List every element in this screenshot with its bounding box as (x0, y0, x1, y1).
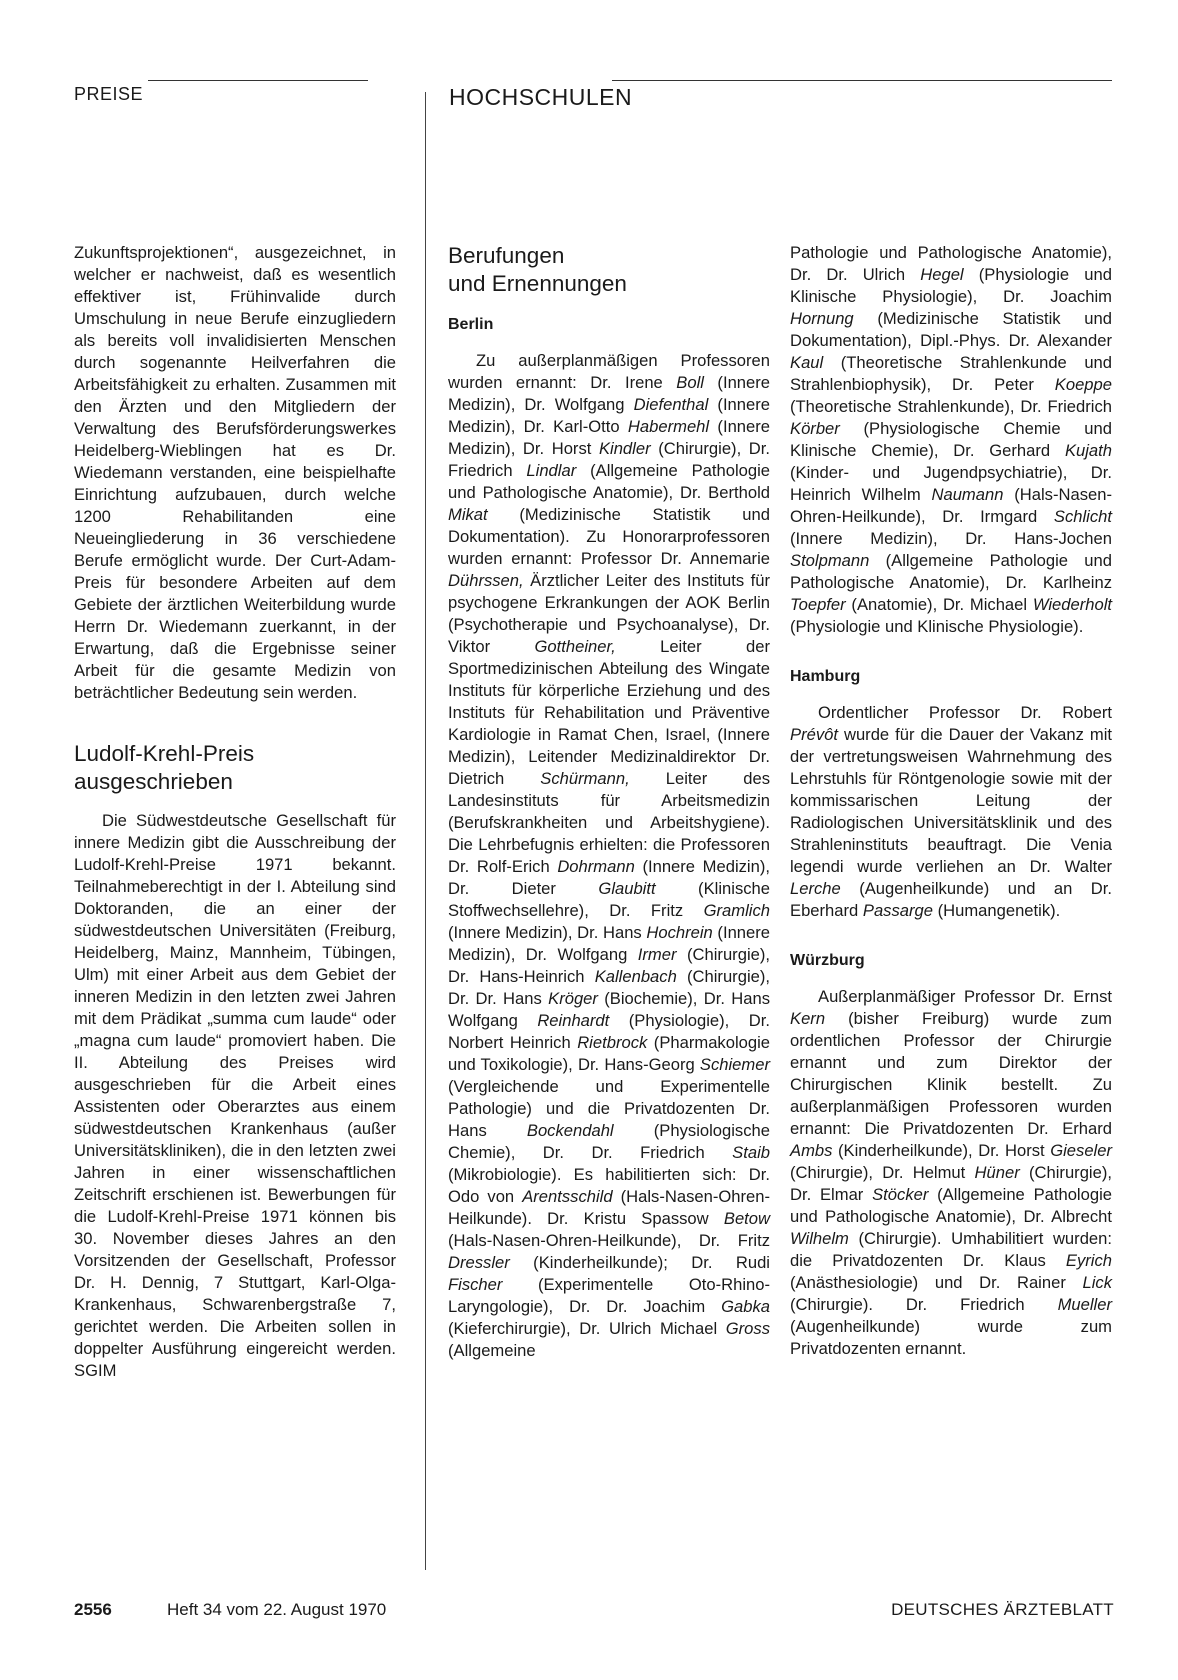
text-run: (Augenheilkunde) und an Dr. Eberhard (790, 879, 1112, 920)
text-run: (Theoretische Strahlenkunde), Dr. Friedrich (790, 397, 1112, 416)
text-run: (Chirurgie), Dr. Hans-Heinrich (448, 945, 770, 986)
berlin-paragraph-continued (790, 242, 1112, 638)
wuerzburg-heading: Würzburg (790, 952, 865, 969)
person-name: Schiemer (699, 1055, 770, 1074)
text-run: Zu außerplanmäßigen Professoren wurden ernannt: Dr. Irene (448, 351, 770, 392)
person-name: Naumann (931, 485, 1004, 504)
column-divider (425, 92, 426, 1570)
person-name: Reinhardt (537, 1011, 610, 1030)
text-run: (Kinderheilkunde), Dr. Horst (832, 1141, 1051, 1160)
person-name: Prévôt (790, 725, 838, 744)
text-run: (Allgemeine Pathologie und Pathologische Anatomie), Dr. Berthold (448, 461, 770, 502)
person-name: Wilhelm (790, 1229, 849, 1248)
person-name: Hornung (790, 309, 854, 328)
text-run: (Theoretische Strahlenkunde und Strahlenbiophysik), Dr. Peter (790, 353, 1112, 394)
text-run: (Physiologische Chemie), Dr. Dr. Friedrich (448, 1121, 770, 1162)
text-run: (Medizinische Statistik und Dokumentation), Dipl.-Phys. Dr. Alexander (790, 309, 1112, 350)
text-run: (Chirurgie). Dr. Friedrich (790, 1295, 1058, 1314)
journal-name: DEUTSCHES ÄRZTEBLATT (891, 1600, 1114, 1619)
issue-date: Heft 34 vom 22. August 1970 (167, 1600, 387, 1619)
person-name: Gross (725, 1319, 770, 1338)
text-run: (Allgemeine Pathologie und Pathologische Anatomie), Dr. Karlheinz (790, 551, 1112, 592)
person-name: Rietbrock (577, 1033, 648, 1052)
person-name: Lindlar (526, 461, 577, 480)
text-run: (Chirurgie), Dr. Helmut (790, 1163, 975, 1182)
person-name: Koeppe (1054, 375, 1112, 394)
text-run: Ordentlicher Professor Dr. Robert (818, 703, 1112, 722)
text-run: (bisher Freiburg) wurde zum ordentlichen Professor der Chirurgie ernannt und zum Direktor der Chirurgischen Klinik bestellt. Zu außerplanmäßigen Professoren wurden ernannt: Die Privatdozenten Dr. Erhard (790, 1009, 1112, 1138)
person-name: Dührssen, (448, 571, 524, 590)
person-name: Betow (723, 1209, 770, 1228)
person-name: Kallenbach (594, 967, 677, 986)
person-name: Irmer (637, 945, 677, 964)
person-name: Schlicht (1053, 507, 1112, 526)
text-run: (Vergleichende und Experimentelle Pathologie) und die Privatdozenten Dr. Hans (448, 1077, 770, 1140)
text-run: (Chirurgie), Dr. Friedrich (448, 439, 770, 480)
text-run: (Innere Medizin), Dr. Hans-Jochen (790, 529, 1112, 548)
person-name: Gieseler (1050, 1141, 1112, 1160)
text-run: (Innere Medizin), Dr. Horst (448, 417, 771, 458)
text-run: (Chirurgie), Dr. Elmar (790, 1163, 1112, 1204)
berlin-paragraph (448, 350, 770, 1362)
text-run: (Experimentelle Oto-Rhino-Laryngologie), Dr. Dr. Joachim (448, 1275, 770, 1316)
text-run: (Hals-Nasen-Ohren-Heilkunde). Dr. Kristu Spassow (448, 1187, 770, 1228)
person-name: Fischer (448, 1275, 503, 1294)
text-run: (Physiologische Chemie und Klinische Chemie), Dr. Gerhard (790, 419, 1112, 460)
text-run: Außerplanmäßiger Professor Dr. Ernst (818, 987, 1112, 1006)
person-name: Hegel (920, 265, 964, 284)
person-name: Stöcker (872, 1185, 929, 1204)
text-run: (Innere Medizin), Dr. Dieter (448, 857, 770, 898)
text-run: (Kinderheilkunde); Dr. Rudi (509, 1253, 770, 1272)
text-run: (Innere Medizin), Dr. Wolfgang (448, 373, 771, 414)
text-run: (Pharmakologie und Toxikologie), Dr. Hans-Georg (448, 1033, 771, 1074)
hamburg-heading: Hamburg (790, 668, 861, 685)
person-name: Gabka (721, 1297, 770, 1316)
text-run: (Innere Medizin), Dr. Wolfgang (448, 923, 771, 964)
column-preise (74, 242, 396, 1382)
ludolf-krehl-heading: Ludolf-Krehl-Preis ausgeschrieben (74, 741, 255, 794)
text-run: (Chirurgie), Dr. Dr. Hans (448, 967, 770, 1008)
text-run: (Klinische Stoffwechsellehre), Dr. Fritz (448, 879, 770, 920)
text-run: (Physiologie und Klinische Physiologie), Dr. Joachim (790, 265, 1112, 306)
text-run: (Physiologie und Klinische Physiologie). (790, 617, 1084, 636)
text-run: (Allgemeine (448, 1341, 536, 1360)
text-run: (Hals-Nasen-Ohren-Heilkunde), Dr. Fritz (448, 1231, 770, 1250)
text-run: Leiter der Sportmedizinischen Abteilung des Wingate Instituts für körperliche Erziehung und des Instituts für Rehabilitation und Präventive Kardiologie in Ramat Chen, Israel, (Innere Medizin), Leitender Medizinaldirektor Dr. Dietrich (448, 637, 770, 788)
berlin-heading: Berlin (448, 316, 494, 333)
person-name: Mueller (1057, 1295, 1112, 1314)
person-name: Ambs (790, 1141, 833, 1160)
person-name: Habermehl (627, 417, 710, 436)
text-run: Ärztlicher Leiter des Instituts für psychogene Erkrankungen der AOK Berlin (Psychotherapie und Psychoanalyse), Dr. Viktor (448, 571, 770, 656)
person-name: Boll (676, 373, 704, 392)
person-name: Hochrein (646, 923, 713, 942)
person-name: Staib (732, 1143, 770, 1162)
person-name: Kröger (548, 989, 598, 1008)
person-name: Kaul (790, 353, 824, 372)
person-name: Mikat (448, 505, 488, 524)
section-label-preise: PREISE (74, 84, 144, 104)
text-run: (Anatomie), Dr. Michael (845, 595, 1033, 614)
person-name: Kindler (598, 439, 651, 458)
page-number: 2556 (74, 1600, 112, 1619)
text-run: (Biochemie), Dr. Hans Wolfgang (448, 989, 770, 1030)
text-run: (Physiologie), Dr. Norbert Heinrich (448, 1011, 770, 1052)
text-run: (Humangenetik). (932, 901, 1061, 920)
person-name: Arentsschild (522, 1187, 613, 1206)
person-name: Glaubitt (598, 879, 656, 898)
section-label-hochschulen: HOCHSCHULEN (449, 84, 633, 110)
person-name: Eyrich (1065, 1251, 1112, 1270)
person-name: Toepfer (790, 595, 846, 614)
person-name: Lerche (790, 879, 841, 898)
person-name: Gottheiner, (534, 637, 616, 656)
person-name: Körber (790, 419, 840, 438)
person-name: Hüner (974, 1163, 1020, 1182)
person-name: Dressler (448, 1253, 510, 1272)
text-run: (Augenheilkunde) wurde zum Privatdozenten ernannt. (790, 1317, 1112, 1358)
person-name: Schürmann, (540, 769, 630, 788)
text-run: (Medizinische Statistik und Dokumentation). Zu Honorarprofessoren wurden ernannt: Professor Dr. Annemarie (448, 505, 770, 568)
text-run: Leiter des Landesinstituts für Arbeitsmedizin (Berufskrankheiten und Arbeitshygiene). Die Lehrbefugnis erhielten: die Professoren Dr. Rolf-Erich (448, 769, 771, 876)
person-name: Kern (790, 1009, 826, 1028)
ludolf-krehl-body: Die Südwestdeutsche Gesellschaft für innere Medizin gibt die Ausschreibung der Ludolf-Krehl-Preise 1971 bekannt. Teilnahmeberechtigt in der I. Abteilung sind Doktoranden, die an einer der südwestdeutschen Universitäten (Freiburg, Heidelberg, Mainz, Mannheim, Tübingen, Ulm) mit einer Arbeit aus dem Gebiet der inneren Medizin in den letzten zwei Jahren mit dem Prädikat „summa cum laude“ oder „magna cum laude“ promoviert haben. Die II. Abteilung des Preises wird ausgeschrieben für die Arbeit eines Assistenten oder Oberarztes aus einem südwestdeutschen Krankenhaus (außer Universitätskliniken), die in den letzten zwei Jahren in einer wissenschaftlichen Zeitschrift erschienen ist. Bewerbungen für die Ludolf-Krehl-Preise 1971 können bis 30. November dieses Jahres an den Vorsitzenden der Gesellschaft, Professor Dr. H. Dennig, 7 Stuttgart, Karl-Olga-Krankenhaus, Schwarenbergstraße 7, gerichtet werden. Die Arbeiten sollen in doppelter Ausführung eingereicht werden. SGIM (74, 811, 396, 1380)
wuerzburg-paragraph (790, 986, 1112, 1360)
person-name: Kujath (1064, 441, 1112, 460)
text-run: (Innere Medizin), Dr. Karl-Otto (448, 395, 770, 436)
text-run: (Kieferchirurgie), Dr. Ulrich Michael (448, 1319, 726, 1338)
text-run: Pathologie und Pathologische Anatomie), Dr. Dr. Ulrich (790, 243, 1112, 284)
text-run: (Chirurgie). Umhabilitiert wurden: die Privatdozenten Dr. Klaus (790, 1229, 1112, 1270)
person-name: Bockendahl (526, 1121, 614, 1140)
column-berufungen (448, 242, 770, 1362)
person-name: Gramlich (703, 901, 770, 920)
text-run: (Innere Medizin), Dr. Hans (448, 923, 647, 942)
preise-intro-paragraph: Zukunftsprojektionen“, ausgezeichnet, in welcher er nachweist, daß es wesentlich effektiver ist, Frühinvalide durch Umschulung in neue Berufe einzugliedern als bereits voll invalidisierten Menschen durch sogenannte Heilverfahren die Arbeitsfähigkeit zu erhalten. Zusammen mit den Ärzten und den Mitgliedern der Verwaltung des Berufsförderungswerkes Heidelberg-Wieblingen hat es Dr. Wiedemann verstanden, eine beispielhafte Einrichtung aufzubauen, durch welche 1200 Rehabilitanden eine Neueingliederung in 36 verschiedene Berufe ermöglicht wurde. Der Curt-Adam-Preis für besondere Arbeiten auf dem Gebiete der ärztlichen Weiterbildung wurde Herrn Dr. Wiedemann zuerkannt, in der Erwartung, daß die Ergebnisse seiner Arbeit für die gesamte Medizin von beträchtlicher Bedeutung sein werden. (74, 243, 396, 702)
text-run: (Kinder- und Jugendpsychiatrie), Dr. Heinrich Wilhelm (790, 463, 1112, 504)
header-rule-left (148, 80, 368, 81)
header-rule-right (612, 80, 1112, 81)
text-run: (Hals-Nasen-Ohren-Heilkunde), Dr. Irmgard (790, 485, 1112, 526)
person-name: Dohrmann (557, 857, 635, 876)
berufungen-heading: Berufungen und Ernennungen (448, 243, 627, 296)
text-run: (Anästhesiologie) und Dr. Rainer (790, 1273, 1083, 1292)
person-name: Diefenthal (633, 395, 709, 414)
column-berufungen-continued (790, 242, 1112, 1360)
person-name: Passarge (862, 901, 933, 920)
text-run: (Mikrobiologie). Es habilitierten sich: Dr. Odo von (448, 1165, 770, 1206)
person-name: Wiederholt (1032, 595, 1112, 614)
hamburg-paragraph (790, 702, 1112, 922)
text-run: (Allgemeine Pathologie und Pathologische Anatomie), Dr. Albrecht (790, 1185, 1112, 1226)
person-name: Lick (1082, 1273, 1112, 1292)
text-run: wurde für die Dauer der Vakanz mit der vertretungsweisen Wahrnehmung des Lehrstuhls für Röntgenologie sowie mit der kommissarischen Leitung der Radiologischen Universitätsklinik und des Strahleninstituts beauftragt. Die Venia legendi wurde verliehen an Dr. Walter (790, 725, 1112, 876)
person-name: Stolpmann (790, 551, 870, 570)
